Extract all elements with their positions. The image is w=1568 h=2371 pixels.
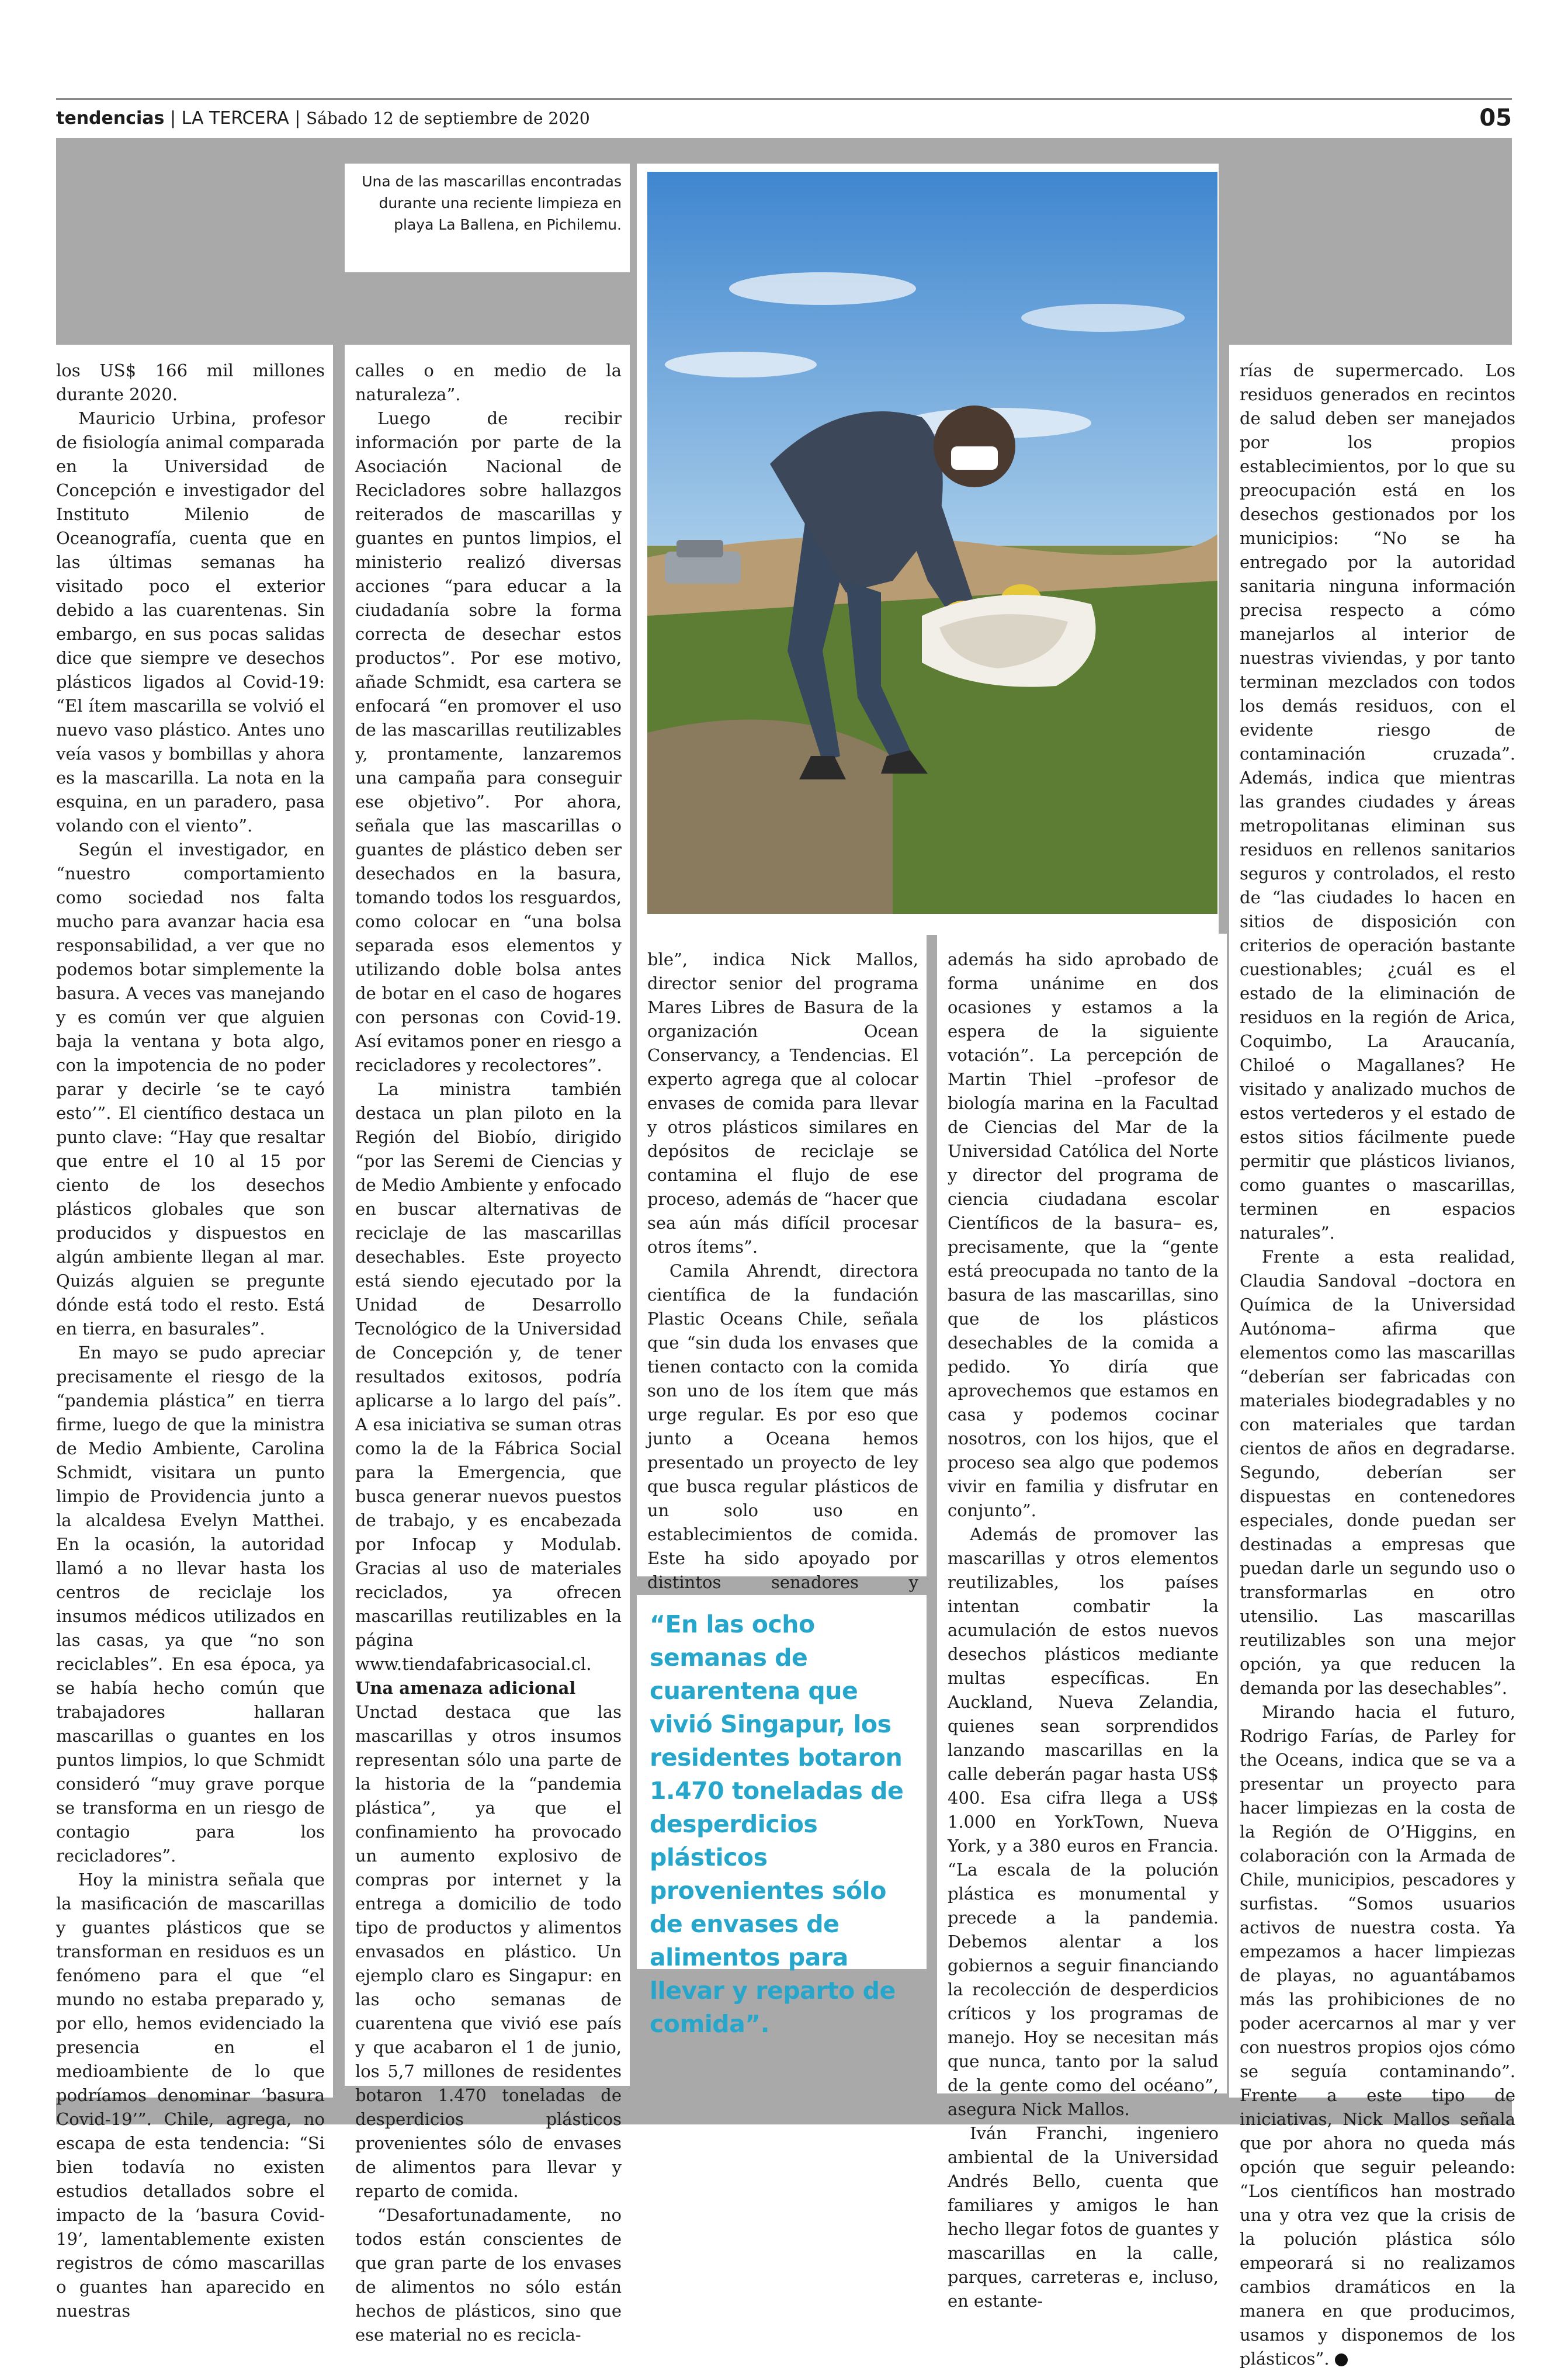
paragraph: “Desafortunadamente, no todos están conscientes de que gran parte de los envases de alimentos no sólo están hechos de plásticos, sino que ese material no es recicla- <box>355 2205 622 2345</box>
article-column-4 <box>937 934 1227 2311</box>
paragraph: Según el investigador, en “nuestro comportamiento como sociedad nos falta mucho para avanzar hacia esa responsabilidad, a ver que no podemos botar simplemente la basura. A veces vas manejando y es común ver que alguien baja la ventana y bota algo, con la impotencia de no poder parar y decirle ‘se te cayó esto’”. El científico destaca un punto clave: “Hay que resaltar que entre el 10 al 15 por ciento de los desechos plásticos globales que son producidos y dispuestos en algún ambiente llegan al mar. Quizás alguien se pregunte dónde está todo el resto. Está en tierra, en basurales”. <box>56 840 325 1339</box>
pull-quote: “En las ocho semanas de cuarentena que vivió Singapur, los residentes botaron 1.470 toneladas de desperdicios plásticos provenientes sólo de envases de alimentos para llevar y reparto de comida”. <box>650 1610 904 2038</box>
page-header <box>56 98 1512 135</box>
paragraph: Mauricio Urbina, profesor de fisiología animal comparada en la Universidad de Concepción e investigador del Instituto Milenio de Oceanografía, cuenta que en las últimas semanas ha visitado poco el exterior debido a las cuarentenas. Sin embargo, en sus pocas salidas dice que siempre ve desechos plásticos ligados al Covid-19: “El ítem mascarilla se volvió el nuevo vaso plástico. Antes uno veía vasos y bombillas y ahora es la mascarilla. La nota en la esquina, en un paradero, pasa volando con el viento”. <box>56 408 325 836</box>
paragraph: En mayo se pudo apreciar precisamente el riesgo de la “pandemia plástica” en tierra firme, luego de que la ministra de Medio Ambiente, Carolina Schmidt, visitara un punto limpio de Providencia junto a la alcaldesa Evelyn Matthei. En la ocasión, la autoridad llamó a no llevar hasta los centros de reciclaje los insumos médicos utilizados en las casas, ya que “no son reciclables”. En esa época, ya se había hecho común que trabajadores hallaran mascarillas o guantes en los puntos limpios, lo que Schmidt consideró “muy grave porque se transforma en un riesgo de contagio para los recicladores”. <box>56 1343 325 1866</box>
section-subheading: Una amenaza adicional <box>355 1678 576 1698</box>
page-number: 05 <box>1479 105 1512 131</box>
article-column-3 <box>637 934 927 1592</box>
section-name: tendencias <box>56 108 165 129</box>
paragraph: rías de supermercado. Los residuos generados en recintos de salud deben ser manejados por los propios establecimientos, por lo que su preocupación está en los desechos gestionados por los municipios: “No se ha entregado por la autoridad sanitaria ninguna información precisa respecto a cómo manejarlos al interior de nuestras viviendas, y por tanto terminan mezclados con todos los demás residuos, con el evidente riesgo de contaminación cruzada”. Además, indica que mientras las grandes ciudades y áreas metropolitanas eliminan sus residuos en rellenos sanitarios seguros y controlados, el resto de “las ciudades lo hacen en sitios de disposición con criterios de operación bastante cuestionables; ¿cuál es el estado de la eliminación de residuos en la región de Arica, Coquimbo, La Araucanía, Chiloé o Magallanes? He visitado y analizado muchos de estos vertederos y el estado de estos sitios fácilmente puede permitir que plásticos livianos, como guantes o mascarillas, terminen en espacios naturales”. <box>1240 360 1515 1243</box>
paragraph: Además de promover las mascarillas y otros elementos reutilizables, los países intentan combatir la acumulación de estos nuevos desechos plásticos mediante multas específicas. En Auckland, Nueva Zelandia, quienes sean sorprendidos lanzando mascarillas en la calle deberán pagar hasta US$ 400. Esa cifra llega a US$ 1.000 en YorkTown, Nueva York, y a 380 euros en Francia. “La escala de la polución plástica es monumental y precede a la pandemia. Debemos alentar a los gobiernos a seguir financiando la recolección de desperdicios críticos y los programas de manejo. Hoy se necesitan más que nunca, tanto por la salud de la gente como del océano”, asegura Nick Mallos. <box>948 1524 1219 2119</box>
header-left <box>56 108 590 129</box>
end-of-article-icon: T <box>1335 2353 1348 2366</box>
paragraph: Camila Ahrendt, directora científica de la fundación Plastic Oceans Chile, señala que “sin duda los envases que tienen contacto con la comida son uno de los ítem que más urge regular. Es por eso que junto a Oceana hemos presentado un proyecto de ley que busca regular plásticos de un solo uso en establecimientos de comida. Este ha sido apoyado por distintos senadores y <box>647 1261 918 1592</box>
beach-cleanup-photo <box>647 172 1217 914</box>
paragraph: Frente a esta realidad, Claudia Sandoval –doctora en Química de la Universidad Autónoma– afirma que elementos como las mascarillas “deberían ser fabricadas con materiales biodegradables y no con materiales que tardan cientos de años en degradarse. Segundo, deberían ser dispuestas en contenedores especiales, donde puedan ser destinadas a empresas que puedan darle un segundo uso o transformarlas en otro utensilio. Las mascarillas reutilizables son una mejor opción, ya que reducen la demanda por las desechables”. <box>1240 1247 1515 1698</box>
paragraph <box>1240 1700 1515 2371</box>
paragraph: Unctad destaca que las mascarillas y otros insumos representan sólo una parte de la historia de la “pandemia plástica”, ya que el confinamiento ha provocado un aumento explosivo de compras por internet y la entrega a domicilio de todo tipo de productos y alimentos envasados en plástico. Un ejemplo claro es Singapur: en las ocho semanas de cuarentena que vivió ese país y que acabaron el 1 de junio, los 5,7 millones de residentes botaron 1.470 toneladas de desperdicios plásticos provenientes sólo de envases de alimentos para llevar y reparto de comida. <box>355 1702 622 2201</box>
header-separator: | <box>294 108 301 129</box>
paragraph: Iván Franchi, ingeniero ambiental de la Universidad Andrés Bello, cuenta que familiares y amigos le han hecho llegar fotos de guantes y mascarillas en la calle, parques, carreteras e, incluso, en estante- <box>948 2123 1219 2311</box>
paragraph: La ministra también destaca un plan piloto en la Región del Biobío, dirigido “por las Seremi de Ciencias y de Medio Ambiente y enfocado en buscar alternativas de reciclaje de las mascarillas desechables. Este proyecto está siendo ejecutado por la Unidad de Desarrollo Tecnológico de la Universidad de Concepción y, de tener resultados exitosos, podría aplicarse a lo largo del país”. A esa iniciativa se suman otras como la de la Fábrica Social para la Emergencia, que busca generar nuevos puestos de trabajo, y es encabezada por Infocap y Modulab. Gracias al uso de materiales reciclados, ya ofrecen mascarillas reutilizables en la página www.tiendafabricasocial.cl. <box>355 1079 622 1674</box>
paragraph: Luego de recibir información por parte de la Asociación Nacional de Recicladores sobre hallazgos reiterados de mascarillas y guantes en puntos limpios, el ministerio realizó diversas acciones “para educar a la ciudadanía sobre la forma correcta de desechar estos productos”. Por ese motivo, añade Schmidt, esa cartera se enfocará “en promover el uso de las mascarillas reutilizables y, prontamente, lanzaremos una campaña para conseguir ese objetivo”. Por ahora, señala que las mascarillas o guantes de plástico deben ser desechados en la basura, tomando todos los resguardos, como colocar en “una bolsa separada esos elementos y utilizando doble bolsa antes de botar en el caso de hogares con personas con Covid-19. Así evitamos poner en riesgo a recicladores y recolectores”. <box>355 408 622 1075</box>
paragraph: además ha sido aprobado de forma unánime en dos ocasiones y estamos a la espera de la siguiente votación”. La percepción de Martin Thiel –profesor de biología marina en la Facultad de Ciencias del Mar de la Universidad Católica del Norte y director del programa de ciencia ciudadana escolar Científicos de la basura– es, precisamente, que la “gente está preocupada no tanto de la basura de las mascarillas, sino que de los plásticos desechables de la comida a pedido. Yo diría que aprovechemos que estamos en casa y podemos cocinar nosotros, con los hijos, que el proceso sea algo que podemos vivir en familia y disfrutar en conjunto”. <box>948 949 1219 1520</box>
article-column-1 <box>46 345 333 2321</box>
article-column-2 <box>345 345 630 2345</box>
photo-caption: Una de las mascarillas encontradas durante una reciente limpieza en playa La Ballena, en Pichilemu. <box>362 173 622 233</box>
photo-caption-box <box>345 164 630 272</box>
pull-quote-box <box>637 1595 927 2038</box>
paragraph: los US$ 166 mil millones durante 2020. <box>56 360 325 404</box>
article-column-5 <box>1229 345 1524 2369</box>
paragraph-text: Mirando hacia el futuro, Rodrigo Farías, de Parley for the Oceans, indica que se va a presentar un proyecto para hacer limpiezas en la costa de la Región de O’Higgins, en colaboración con la Armada de Chile, municipios, pescadores y surfistas. “Somos usuarios activos de nuestra costa. Ya empezamos a hacer limpiezas de playas, no aguantábamos más las prohibiciones de no poder acercarnos al mar y ver con nuestros propios ojos cómo se seguía contaminando”. Frente a este tipo de iniciativas, Nick Mallos señala que por ahora no queda más opción que seguir peleando: “Los científicos han mostrado una y otra vez que la crisis de la polución plástica sólo empeorará si no realizamos cambios dramáticos en la manera en que producimos, usamos y disponemos de los plásticos”. <box>1240 1702 1515 2369</box>
paragraph: calles o en medio de la naturaleza”. <box>355 360 622 404</box>
newspaper-name: LA TERCERA <box>181 108 289 129</box>
paragraph: Hoy la ministra señala que la masificación de mascarillas y guantes plásticos que se transforman en residuos es un fenómeno para el que “el mundo no estaba preparado y, por ello, hemos evidenciado la presencia en el medioambiente de lo que podríamos denominar ‘basura Covid-19’”. Chile, agrega, no escapa de esta tendencia: “Si bien todavía no existen estudios detallados sobre el impacto de la ‘basura Covid-19’, lamentablemente existen registros de cómo mascarillas o guantes han aparecido en nuestras <box>56 1870 325 2321</box>
photo-credit: FOTO: SANTIAGO BALMACEDA/@PARLEY.TV <box>636 663 648 911</box>
paragraph: ble”, indica Nick Mallos, director senior del programa Mares Libres de Basura de la organización Ocean Conservancy, a Tendencias. El experto agrega que al colocar envases de comida para llevar y otros plásticos similares en depósitos de reciclaje se contamina el flujo de ese proceso, además de “hacer que sea aún más difícil procesar otros ítems”. <box>647 949 918 1257</box>
publication-date: Sábado 12 de septiembre de 2020 <box>306 109 590 128</box>
header-separator: | <box>169 108 176 129</box>
